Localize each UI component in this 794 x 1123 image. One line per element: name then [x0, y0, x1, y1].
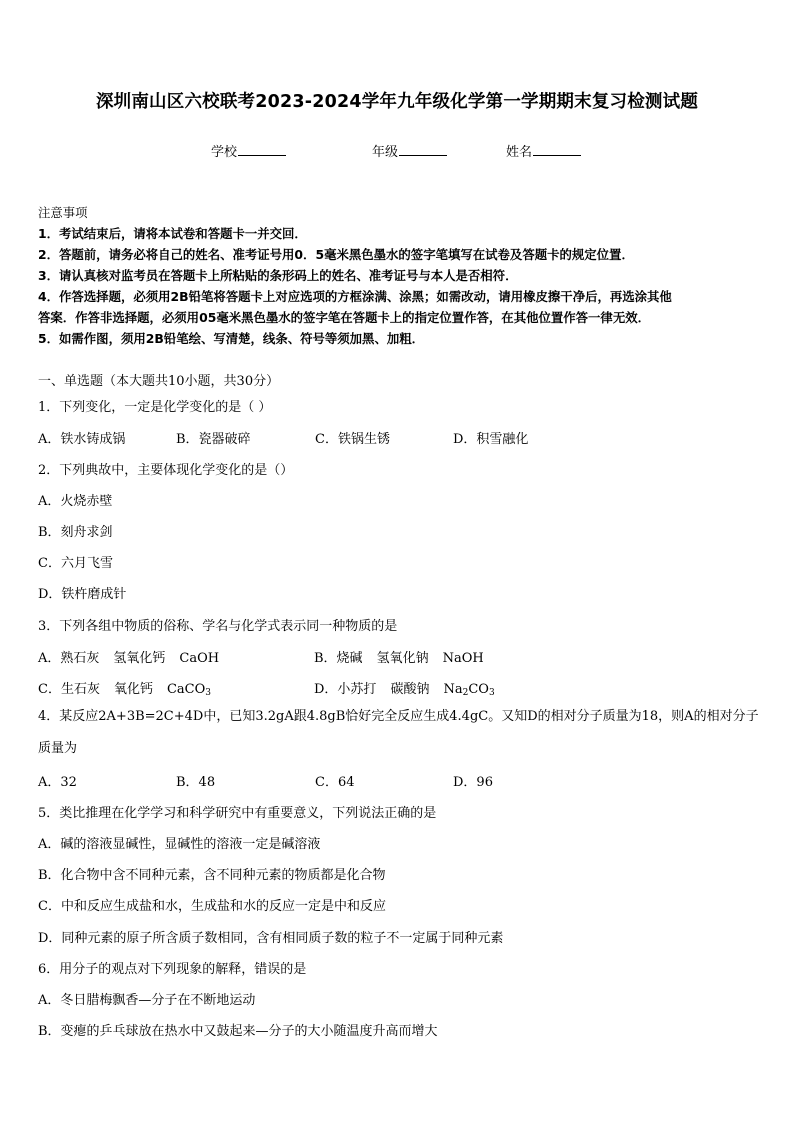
q4-option-c[interactable]: C．64: [315, 775, 355, 790]
q3-b-chemical-name: 氢氧化钠: [376, 651, 429, 666]
question-3-stem: 3．下列各组中物质的俗称、学名与化学式表示同一种物质的是: [38, 619, 398, 634]
school-label: 学校: [211, 145, 238, 160]
q3-d-common-name: D．小苏打: [314, 682, 377, 697]
q3-d-chemical-name: 碳酸钠: [390, 682, 430, 697]
q2-option-d[interactable]: D．铁杵磨成针: [38, 587, 127, 602]
q5-option-d[interactable]: D．同种元素的原子所含质子数相同，含有相同质子数的粒子不一定属于同种元素: [38, 931, 504, 946]
name-field[interactable]: [506, 141, 581, 160]
q2-option-b[interactable]: B．刻舟求剑: [38, 525, 113, 540]
q1-option-a[interactable]: A．铁水铸成锅: [38, 432, 126, 447]
q3-option-d[interactable]: [314, 678, 495, 698]
q3-option-b[interactable]: [314, 647, 484, 666]
note-item: 4．作答选择题，必须用2B铅笔将答题卡上对应选项的方框涂满、涂黑；如需改动，请用橡皮擦干净后，再选涂其他: [38, 289, 672, 304]
q2-option-c[interactable]: C．六月飞雪: [38, 556, 113, 571]
note-item: 答案．作答非选择题，必须用05毫米黑色墨水的签字笔在答题卡上的指定位置作答，在其他位置作答一律无效．: [38, 310, 650, 325]
q1-option-b[interactable]: B．瓷器破碎: [176, 432, 251, 447]
question-6-stem: 6．用分子的观点对下列现象的解释，错误的是: [38, 962, 307, 977]
note-item: 3．请认真核对监考员在答题卡上所粘贴的条形码上的姓名、准考证号与本人是否相符．: [38, 268, 518, 283]
q3-a-common-name: A．熟石灰: [38, 651, 100, 666]
school-blank[interactable]: [238, 143, 286, 156]
q3-b-formula: NaOH: [442, 651, 484, 666]
q3-a-chemical-name: 氢氧化钙: [113, 651, 166, 666]
q2-option-a[interactable]: A．火烧赤壁: [38, 494, 113, 509]
q3-option-c[interactable]: [38, 678, 211, 698]
notes-heading: 注意事项: [38, 205, 88, 220]
q3-c-formula: CaCO$_3$: [166, 682, 212, 698]
q3-a-formula: CaOH: [179, 651, 220, 666]
q1-option-c[interactable]: C．铁锅生锈: [315, 432, 390, 447]
grade-label: 年级: [372, 145, 399, 160]
question-4-stem: 4．某反应2A+3B=2C+4D中，已知3.2gA跟4.8gB恰好完全反应生成4.4gC。又知D的相对分子质量为18，则A的相对分子质量为: [38, 709, 759, 756]
q5-option-b[interactable]: B．化合物中含不同种元素，含不同种元素的物质都是化合物: [38, 868, 386, 883]
question-1-stem: 1．下列变化，一定是化学变化的是（ ）: [38, 400, 272, 415]
q4-option-b[interactable]: B．48: [176, 775, 216, 790]
grade-blank[interactable]: [399, 143, 447, 156]
q4-option-a[interactable]: A．32: [38, 775, 77, 790]
name-blank[interactable]: [533, 143, 581, 156]
q1-option-d[interactable]: D．积雪融化: [453, 432, 529, 447]
q6-option-b[interactable]: B．变瘪的乒乓球放在热水中又鼓起来—分子的大小随温度升高而增大: [38, 1024, 438, 1039]
question-5-stem: 5．类比推理在化学学习和科学研究中有重要意义，下列说法正确的是: [38, 806, 437, 821]
note-item: 5．如需作图，须用2B铅笔绘、写清楚，线条、符号等须加黑、加粗．: [38, 331, 425, 346]
q5-option-c[interactable]: C．中和反应生成盐和水，生成盐和水的反应一定是中和反应: [38, 899, 386, 914]
q3-c-common-name: C．生石灰: [38, 682, 100, 697]
q3-d-formula: $Na_2CO_3$: [443, 682, 495, 698]
q5-option-a[interactable]: A．碱的溶液显碱性，显碱性的溶液一定是碱溶液: [38, 837, 321, 852]
page-title: 深圳南山区六校联考2023-2024学年九年级化学第一学期期末复习检测试题: [95, 92, 699, 112]
q3-option-a[interactable]: [38, 647, 219, 666]
section-heading: 一、单选题（本大题共10小题，共30分）: [38, 374, 280, 389]
grade-field[interactable]: [372, 141, 447, 160]
q3-b-common-name: B．烧碱: [314, 651, 363, 666]
q4-option-d[interactable]: D．96: [453, 775, 493, 790]
note-item: 1．考试结束后，请将本试卷和答题卡一并交回．: [38, 226, 307, 241]
question-2-stem: 2．下列典故中，主要体现化学变化的是（）: [38, 463, 294, 478]
school-field[interactable]: [211, 141, 286, 160]
q3-c-chemical-name: 氧化钙: [113, 682, 153, 697]
q6-option-a[interactable]: A．冬日腊梅飘香—分子在不断地运动: [38, 993, 256, 1008]
note-item: 2．答题前，请务必将自己的姓名、准考证号用0．5毫米黑色墨水的签字笔填写在试卷及答题卡的规定位置．: [38, 247, 634, 262]
name-label: 姓名: [506, 145, 533, 160]
